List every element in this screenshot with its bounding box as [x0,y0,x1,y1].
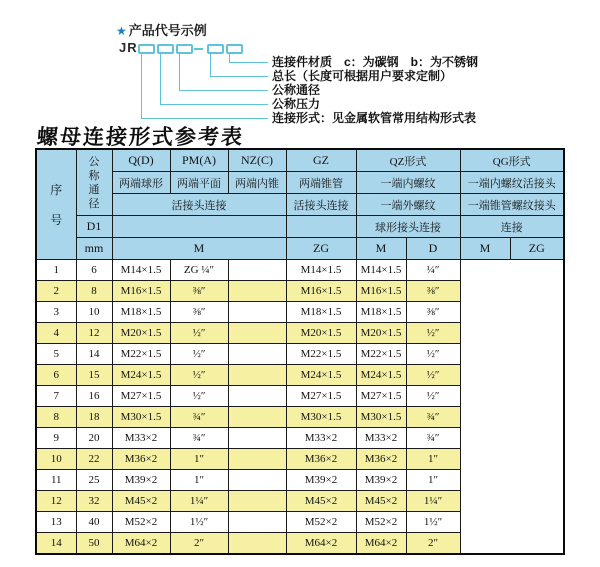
cell-m-thread: M39×2 [112,470,170,491]
header-blank-gz [286,216,356,238]
cell-qz-m [228,323,286,344]
cell-qg-m: M16×1.5 [356,281,406,302]
cell-seq: 12 [36,491,76,512]
header-col-qg: QG形式 [460,149,564,172]
cell-m-thread: M33×2 [112,428,170,449]
table-row [36,491,564,512]
header-col-pm: PM(A) [170,149,228,172]
cell-zg-size: 2″ [170,533,228,555]
cell-qg-zg: ½″ [406,386,460,407]
table-row [36,260,564,281]
cell-qz-m [228,302,286,323]
table-row [36,365,564,386]
connector-line [160,52,161,104]
cell-qz-d: M52×2 [286,512,356,533]
cell-zg-size: 1½″ [170,512,228,533]
header-gz-conn: 活接头连接 [286,194,356,216]
header-col-qz: QZ形式 [356,149,460,172]
header-m-conn: 活接头连接 [112,194,286,216]
cell-zg-size: 1¼″ [170,491,228,512]
cell-qz-m [228,344,286,365]
table-row [36,407,564,428]
cell-seq: 4 [36,323,76,344]
connector-line [141,118,268,119]
cell-qz-m [228,512,286,533]
cell-m-thread: M14×1.5 [112,260,170,281]
table-row [36,344,564,365]
cell-dn-mm: 6 [76,260,112,281]
table-row [36,323,564,344]
cell-dn-mm: 8 [76,281,112,302]
nut-connection-table [35,148,565,555]
cell-qg-m: M24×1.5 [356,365,406,386]
cell-zg-size: ½″ [170,365,228,386]
cell-qg-m: M36×2 [356,449,406,470]
connector-line [160,104,268,105]
cell-qz-m [228,365,286,386]
cell-qz-d: M24×1.5 [286,365,356,386]
cell-m-thread: M30×1.5 [112,407,170,428]
header-pm-desc: 两端平面 [170,172,228,194]
cell-qz-d: M22×1.5 [286,344,356,365]
cell-qg-zg: ½″ [406,323,460,344]
cell-qg-zg: ¾″ [406,407,460,428]
header-col-q: Q(D) [112,149,170,172]
cell-zg-size: ¾″ [170,407,228,428]
connector-line [229,62,268,63]
connector-line [210,52,211,76]
cell-qg-zg: ¼″ [406,260,460,281]
cell-zg-size: ½″ [170,323,228,344]
product-code-heading-text: 产品代号示例 [128,23,207,38]
table-row [36,533,564,555]
header-qz-m: M [356,238,406,260]
cell-dn-mm: 50 [76,533,112,555]
cell-qg-zg: 1″ [406,470,460,491]
cell-qz-d: M14×1.5 [286,260,356,281]
table-row [36,449,564,470]
cell-dn-mm: 20 [76,428,112,449]
connector-line [179,52,180,90]
cell-qg-m: M33×2 [356,428,406,449]
code-label-nominal-diameter: 公称通径 [272,83,321,97]
cell-qz-d: M45×2 [286,491,356,512]
header-qz-desc2: 一端外螺纹 [356,194,460,216]
code-dash [194,48,203,50]
header-mm: mm [76,238,112,260]
header-gz-desc: 两端锥管 [286,172,356,194]
connector-line [141,52,142,118]
cell-zg-size: ⅜″ [170,281,228,302]
cell-dn-mm: 32 [76,491,112,512]
header-qz-d: D [406,238,460,260]
code-label-connection-form: 连接形式：见金属软管常用结构形式表 [272,111,477,125]
code-label-material: 连接件材质 c：为碳钢 b：为不锈钢 [272,55,479,69]
table-row [36,281,564,302]
cell-qg-m: M14×1.5 [356,260,406,281]
header-col-gz: GZ [286,149,356,172]
header-col-nz: NZ(C) [228,149,286,172]
cell-seq: 13 [36,512,76,533]
cell-qz-m [228,281,286,302]
cell-qg-m: M64×2 [356,533,406,555]
cell-zg-size: ¾″ [170,428,228,449]
cell-qz-m [228,407,286,428]
cell-qz-d: M30×1.5 [286,407,356,428]
cell-qg-zg: 1¼″ [406,491,460,512]
table-row [36,470,564,491]
header-dn: 公称通径 [76,149,112,216]
cell-seq: 10 [36,449,76,470]
cell-qg-zg: ½″ [406,365,460,386]
cell-qz-m [228,260,286,281]
cell-qg-zg: ⅜″ [406,281,460,302]
header-m-label: M [112,238,286,260]
cell-qg-zg: 2″ [406,533,460,555]
header-blank-m [112,216,286,238]
cell-seq: 3 [36,302,76,323]
cell-qz-d: M20×1.5 [286,323,356,344]
header-qg-conn: 连接 [460,216,564,238]
cell-seq: 1 [36,260,76,281]
table-row [36,512,564,533]
cell-m-thread: M27×1.5 [112,386,170,407]
header-nz-desc: 两端内锥 [228,172,286,194]
header-q-desc: 两端球形 [112,172,170,194]
cell-seq: 6 [36,365,76,386]
cell-qz-d: M33×2 [286,428,356,449]
cell-zg-size: ½″ [170,344,228,365]
cell-qz-d: M64×2 [286,533,356,555]
cell-qg-m: M22×1.5 [356,344,406,365]
cell-qg-zg: 1½″ [406,512,460,533]
table-title: 螺母连接形式参考表 [36,124,245,149]
table-body [36,260,564,555]
code-label-nominal-pressure: 公称压力 [272,97,321,111]
cell-qg-m: M27×1.5 [356,386,406,407]
header-qg-desc2: 一端锥管螺纹接头 [460,194,564,216]
cell-dn-mm: 40 [76,512,112,533]
cell-qg-m: M18×1.5 [356,302,406,323]
cell-m-thread: M16×1.5 [112,281,170,302]
cell-qz-m [228,386,286,407]
product-code-prefix: JR [119,40,138,55]
cell-seq: 11 [36,470,76,491]
header-d1: D1 [76,216,112,238]
star-icon: ★ [116,24,127,38]
cell-qg-zg: ⅜″ [406,302,460,323]
header-qg-m: M [460,238,510,260]
cell-qz-m [228,491,286,512]
cell-m-thread: M52×2 [112,512,170,533]
table-row [36,428,564,449]
cell-dn-mm: 12 [76,323,112,344]
header-qg-desc1: 一端内螺纹活接头 [460,172,564,194]
cell-seq: 7 [36,386,76,407]
header-qz-desc1: 一端内螺纹 [356,172,460,194]
cell-zg-size: 1″ [170,449,228,470]
cell-dn-mm: 22 [76,449,112,470]
cell-zg-size: ½″ [170,386,228,407]
cell-qz-d: M16×1.5 [286,281,356,302]
cell-qg-zg: ½″ [406,344,460,365]
cell-qg-m: M30×1.5 [356,407,406,428]
cell-qg-zg: ¾″ [406,428,460,449]
code-label-total-length: 总长（长度可根据用户要求定制） [272,69,453,83]
cell-seq: 5 [36,344,76,365]
cell-qg-m: M52×2 [356,512,406,533]
connector-line [229,52,230,62]
cell-qz-m [228,428,286,449]
cell-m-thread: M22×1.5 [112,344,170,365]
cell-dn-mm: 25 [76,470,112,491]
cell-qz-d: M27×1.5 [286,386,356,407]
cell-m-thread: M24×1.5 [112,365,170,386]
table-row [36,302,564,323]
cell-zg-size: ZG ¼″ [170,260,228,281]
cell-qz-m [228,470,286,491]
cell-m-thread: M36×2 [112,449,170,470]
cell-qz-m [228,449,286,470]
product-code-heading [116,20,207,39]
table-row [36,386,564,407]
header-qz-conn: 球形接头连接 [356,216,460,238]
cell-zg-size: ⅜″ [170,302,228,323]
cell-m-thread: M64×2 [112,533,170,555]
cell-qz-d: M39×2 [286,470,356,491]
cell-seq: 8 [36,407,76,428]
cell-dn-mm: 16 [76,386,112,407]
connector-line [210,76,268,77]
cell-qg-m: M20×1.5 [356,323,406,344]
header-zg-label: ZG [286,238,356,260]
cell-m-thread: M18×1.5 [112,302,170,323]
cell-dn-mm: 15 [76,365,112,386]
header-qg-zg: ZG [510,238,564,260]
cell-qz-d: M36×2 [286,449,356,470]
cell-seq: 14 [36,533,76,555]
cell-zg-size: 1″ [170,470,228,491]
cell-qg-m: M45×2 [356,491,406,512]
cell-seq: 2 [36,281,76,302]
connector-line [179,90,268,91]
cell-m-thread: M20×1.5 [112,323,170,344]
cell-qz-d: M18×1.5 [286,302,356,323]
cell-m-thread: M45×2 [112,491,170,512]
cell-qg-zg: 1″ [406,449,460,470]
cell-dn-mm: 10 [76,302,112,323]
cell-seq: 9 [36,428,76,449]
cell-qg-m: M39×2 [356,470,406,491]
cell-dn-mm: 14 [76,344,112,365]
cell-dn-mm: 18 [76,407,112,428]
header-seq: 序号 [36,149,76,260]
cell-qz-m [228,533,286,555]
